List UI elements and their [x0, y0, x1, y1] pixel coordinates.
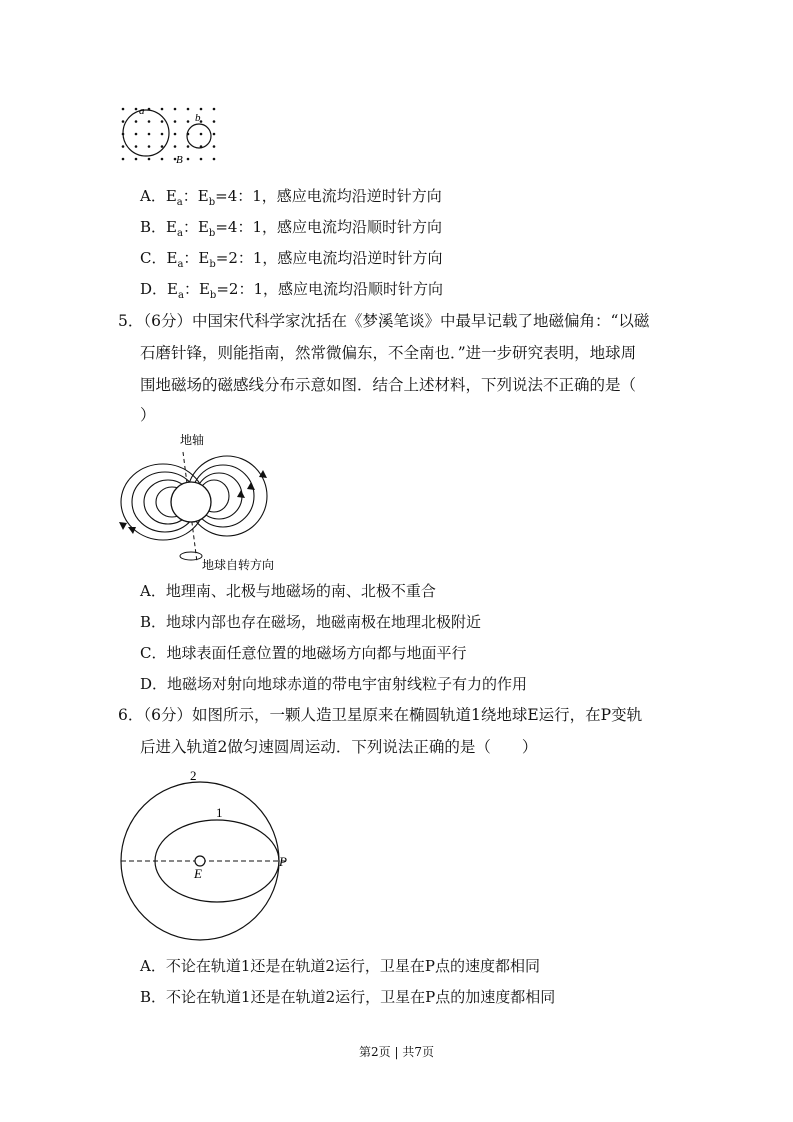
q4-option-c: C．$E_a$：$E_b=2$：1，感应电流均沿逆时针方向 [140, 249, 443, 270]
field-dot [148, 133, 151, 136]
q5-stem-line-2: 石磨针锋，则能指南，然常微偏东，不全南也．”进一步研究表明，地球周 [140, 344, 637, 362]
field-dot [174, 145, 177, 148]
field-dot [174, 120, 177, 123]
label-P: P [279, 854, 287, 869]
field-dot [213, 120, 216, 123]
orbit-1-label: 1 [216, 805, 223, 820]
field-dot [161, 108, 164, 111]
field-dot [200, 158, 203, 161]
rotation-label: 地球自转方向 [202, 558, 275, 572]
field-dot [187, 158, 190, 161]
field-dot [213, 158, 216, 161]
field-dot [161, 145, 164, 148]
page-footer: 第2页 | 共7页 [359, 1045, 434, 1059]
field-dot [148, 145, 151, 148]
q5-stem-line-4: ） [140, 406, 156, 424]
field-dot [135, 120, 138, 123]
field-dot [187, 120, 190, 123]
coil-b [187, 124, 211, 148]
q5-stem-line-1: 5．（6分）中国宋代科学家沈括在《梦溪笔谈》中最早记载了地磁偏角：“以磁 [118, 312, 650, 330]
field-dot [187, 145, 190, 148]
field-dot [122, 145, 125, 148]
field-dot [174, 133, 177, 136]
field-dot [161, 133, 164, 136]
q4-figure [115, 103, 225, 173]
earth-E [195, 856, 205, 866]
field-dot [135, 108, 138, 111]
q5-option-c: C．地球表面任意位置的地磁场方向都与地面平行 [140, 644, 467, 662]
field-dot [148, 158, 151, 161]
q6-stem-line-1: 6．（6分）如图所示，一颗人造卫星原来在椭圆轨道1绕地球E运行，在P变轨 [118, 706, 643, 724]
axis-label: 地轴 [180, 433, 205, 447]
label-b: b [195, 112, 201, 124]
field-dot [213, 133, 216, 136]
field-dot [135, 158, 138, 161]
q5-option-b: B．地球内部也存在磁场，地磁南极在地理北极附近 [140, 613, 482, 631]
field-dot [122, 108, 125, 111]
field-dot [200, 108, 203, 111]
q6-option-a: A．不论在轨道1还是在轨道2运行，卫星在P点的速度都相同 [140, 957, 541, 975]
label-B: B [176, 154, 183, 166]
q5-option-a: A．地理南、北极与地磁场的南、北极不重合 [140, 582, 436, 600]
earth [171, 482, 211, 522]
q6-stem-line-2: 后进入轨道2做匀速圆周运动．下列说法正确的是（ ） [140, 738, 538, 756]
label-E: E [194, 866, 202, 881]
q5-stem-line-3: 围地磁场的磁感线分布示意如图．结合上述材料，下列说法不正确的是（ [140, 376, 637, 394]
field-dot [161, 120, 164, 123]
field-dot [122, 158, 125, 161]
orbit-2-label: 2 [190, 768, 197, 783]
label-a: a [139, 105, 145, 117]
q6-orbit-figure [115, 765, 295, 945]
field-dot [187, 108, 190, 111]
q4-option-d: D．$E_a$：$E_b=2$：1，感应电流均沿顺时针方向 [140, 280, 443, 301]
field-dot [174, 108, 177, 111]
field-dot [161, 158, 164, 161]
rotation-ellipse [180, 552, 202, 560]
field-dot [135, 145, 138, 148]
field-dot [135, 133, 138, 136]
field-dot [213, 145, 216, 148]
q5-option-d: D．地磁场对射向地球赤道的带电宇宙射线粒子有力的作用 [140, 675, 528, 693]
field-dot [213, 108, 216, 111]
q4-option-a: A．$E_a$：$E_b=4$：1，感应电流均沿逆时针方向 [140, 187, 442, 208]
q5-geomagnetic-figure [115, 430, 295, 575]
field-dot [122, 120, 125, 123]
field-dot [148, 120, 151, 123]
q4-option-b: B．$E_a$：$E_b=4$：1，感应电流均沿顺时针方向 [140, 218, 442, 239]
field-dot [200, 133, 203, 136]
q6-option-b: B．不论在轨道1还是在轨道2运行，卫星在P点的加速度都相同 [140, 988, 556, 1006]
